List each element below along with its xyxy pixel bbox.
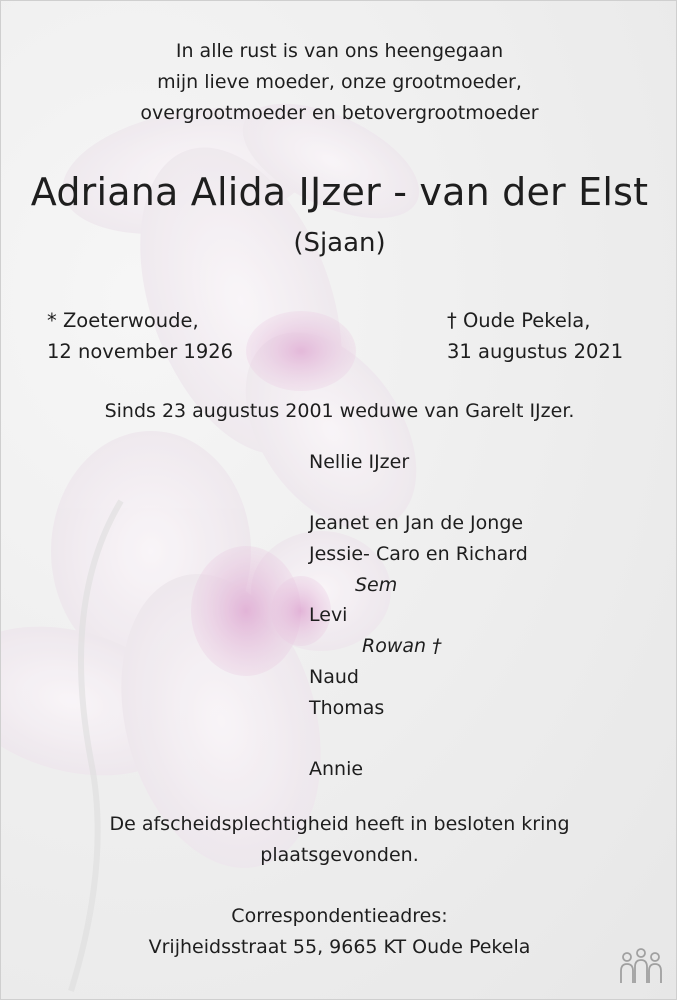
intro-text: [1, 36, 677, 129]
correspondence-block: [1, 901, 677, 963]
people-group-icon: [618, 947, 664, 987]
birth-date: 12 november 1926: [47, 340, 234, 363]
family-member: Naud: [309, 665, 359, 688]
family-member: Annie: [309, 757, 364, 780]
intro-line: In alle rust is van ons heengegaan: [175, 40, 504, 62]
family-list: [309, 447, 528, 785]
deceased-nickname: (Sjaan): [293, 228, 386, 258]
farewell-line: De afscheidsplechtigheid heeft in besloten kring: [109, 813, 570, 835]
correspondence-address: Vrijheidsstraat 55, 9665 KT Oude Pekela: [148, 936, 531, 958]
death-date: 31 augustus 2021: [447, 340, 624, 363]
family-member: Rowan †: [362, 635, 442, 658]
obituary-content: [1, 1, 677, 1000]
family-member: Thomas: [309, 696, 385, 719]
farewell-text: [1, 809, 677, 871]
death-info: [447, 305, 623, 367]
deceased-name: Adriana Alida IJzer - van der Elst: [30, 170, 649, 214]
family-member: Nellie IJzer: [309, 451, 410, 473]
family-member: Levi: [309, 604, 348, 627]
death-place: † Oude Pekela,: [447, 309, 591, 332]
intro-line: overgrootmoeder en betovergrootmoeder: [140, 102, 539, 124]
widow-line: Sinds 23 augustus 2001 weduwe van Garelt IJzer.: [104, 400, 575, 422]
family-member: Jessie- Caro en Richard: [309, 543, 528, 566]
farewell-line: plaatsgevonden.: [260, 844, 419, 866]
family-member: Sem: [355, 573, 398, 596]
intro-line: mijn lieve moeder, onze grootmoeder,: [157, 71, 522, 93]
birth-info: [47, 305, 233, 367]
birth-place: * Zoeterwoude,: [47, 309, 199, 332]
correspondence-label: Correspondentieadres:: [231, 905, 448, 927]
family-member: Jeanet en Jan de Jonge: [309, 512, 524, 535]
